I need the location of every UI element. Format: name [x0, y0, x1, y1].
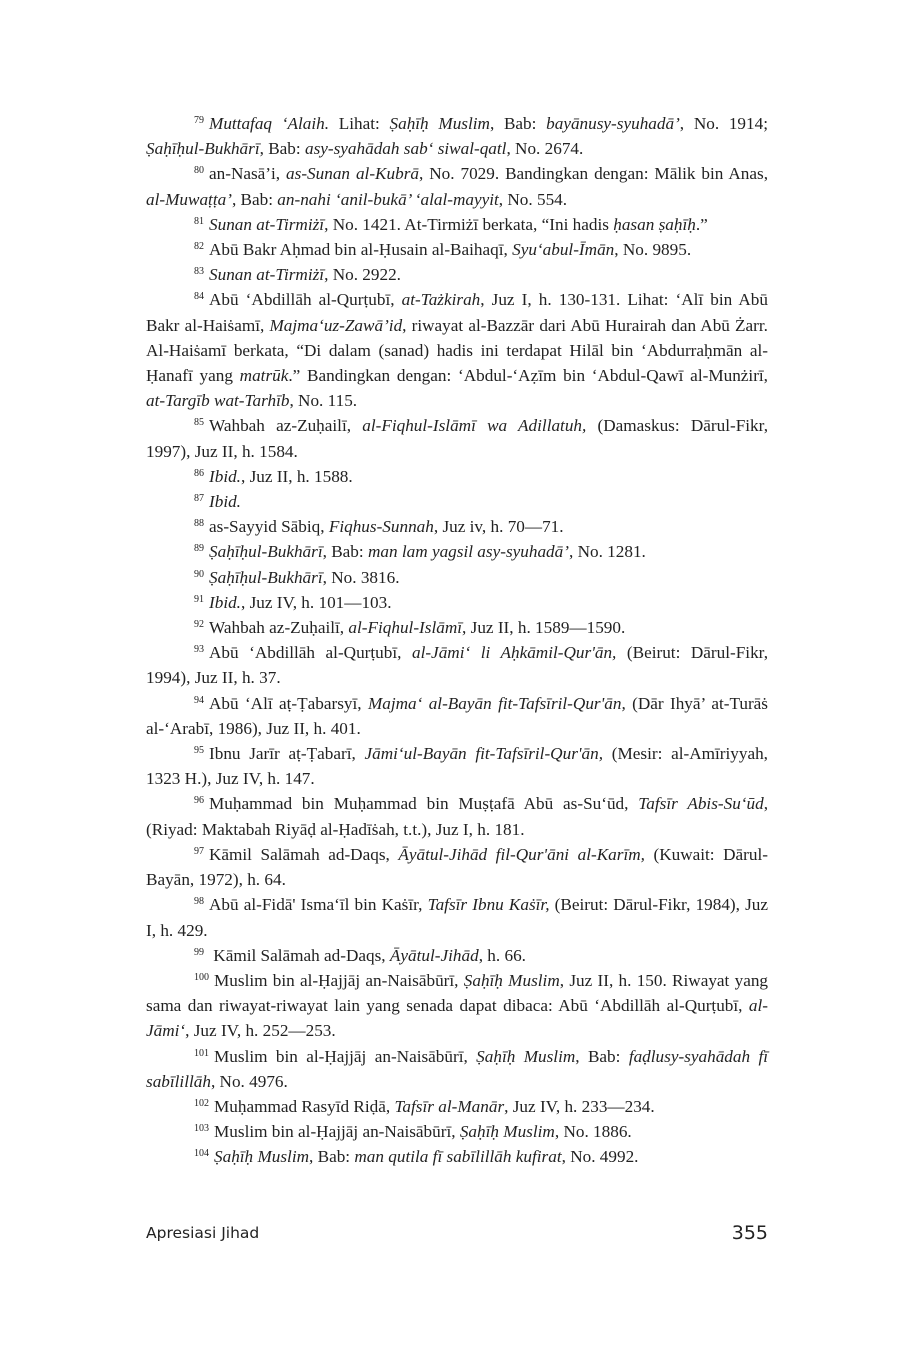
- footnote-text: (Dār Ihyā’ at-Turāṡ al-‘Arabī, 1986), Juz II, h. 401.: [146, 693, 768, 738]
- italic-title: faḍlusy-syahādah fī sabīlillāh: [146, 1046, 768, 1091]
- footnote-number: 97: [194, 845, 204, 857]
- italic-title: Muttafaq ‘Alaih.: [209, 114, 329, 133]
- footnote-text: , No. 4992.: [561, 1147, 639, 1167]
- footnote-text: (Beirut: Dārul-Fikr, 1984), Juz I, h. 429.: [146, 895, 768, 940]
- footnote-97: [146, 842, 768, 892]
- footnote-text: Abū ‘Alī aṭ-Ṭabarsyī,: [209, 693, 368, 713]
- footnote-text: Abū al-Fidā' Isma‘īl bin Kaṡīr,: [209, 895, 428, 915]
- italic-title: Ṣaḥīḥul-Bukhārī: [209, 542, 323, 562]
- footnote-number: 100: [194, 971, 209, 983]
- italic-title: as-Sunan al-Kubrā: [286, 164, 419, 184]
- footnote-text: , Juz II, h. 1588.: [240, 466, 353, 486]
- footnote-text: , No. 3816.: [322, 567, 400, 587]
- italic-title: asy-syahādah sab‘ siwal-qatl: [304, 139, 507, 159]
- footnote-text: , Juz IV, h. 252—253.: [185, 1021, 336, 1041]
- footnote-number: 80: [194, 165, 204, 177]
- footnote-number: 98: [194, 896, 204, 908]
- footnote-text: Muḥammad bin Muḥammad bin Muṣṭafā Abū as-Su‘ūd,: [209, 794, 639, 814]
- italic-title: Tafsīr al-Manār: [394, 1096, 505, 1116]
- footnote-text: Ibnu Jarīr aṭ-Ṭabarī,: [209, 744, 365, 764]
- italic-title: al-Muwaṭṭa’: [146, 189, 232, 209]
- footnote-82: [146, 237, 768, 262]
- italic-title: man lam yagsil asy-syuhadā’: [367, 542, 569, 562]
- italic-title: Majma‘ al-Bayān fit-Tafsīril-Qur'ān,: [367, 693, 626, 713]
- footnote-text: (Beirut: Dārul-Fikr, 1994), Juz II, h. 37.: [146, 643, 768, 688]
- footnote-103: [146, 1119, 768, 1144]
- footnote-text: an-Nasā’i,: [209, 164, 287, 184]
- footnote-number: 90: [194, 568, 204, 580]
- footnote-text: , Juz IV, h. 101—103.: [240, 592, 392, 612]
- italic-title: Tafsīr Abis-Su‘ūd: [638, 794, 764, 814]
- footnotes-list: [146, 111, 768, 1170]
- footnote-text: , No. 9895.: [614, 240, 692, 260]
- footnote-number: 87: [194, 493, 204, 505]
- footnote-number: 82: [194, 241, 204, 253]
- footnote-92: [146, 615, 768, 640]
- footnote-text: .”: [695, 214, 708, 234]
- footnote-number: 88: [194, 518, 204, 530]
- footnote-text: Lihat:: [329, 114, 390, 133]
- footnote-text: , Juz I, h. 130-131. Lihat: ‘Alī bin Abū Bakr al-Haiṡamī,: [146, 290, 768, 335]
- italic-title: Sunan at-Tirmiżī: [209, 214, 325, 234]
- footnote-text: Muslim bin al-Ḥajjāj an-Naisābūrī,: [214, 1046, 477, 1066]
- italic-title: Ṣaḥīḥul-Bukhārī: [146, 139, 260, 159]
- footnote-number: 96: [194, 795, 204, 807]
- footnote-102: [146, 1094, 768, 1119]
- italic-title: Majma‘uz-Zawā’id: [269, 315, 403, 335]
- footnote-text: (Kuwait: Dārul-Bayān, 1972), h. 64.: [146, 844, 768, 890]
- footnote-text: .” Bandingkan dengan: ‘Abdul-‘Aẓīm bin ‘Abdul-Qawī al-Munżirī,: [288, 366, 768, 386]
- footnote-83: [146, 262, 768, 287]
- footnote-number: 102: [194, 1097, 209, 1109]
- italic-title: al-Jāmi‘: [146, 996, 768, 1041]
- footnote-number: 92: [194, 619, 204, 631]
- footnote-85: [146, 413, 768, 463]
- italic-title: an-nahi ‘anil-bukā’ ‘alal-mayyit: [277, 189, 499, 209]
- footnote-number: 81: [194, 215, 204, 227]
- footnote-89: [146, 539, 768, 564]
- footnote-text: , No. 1914;: [679, 114, 768, 133]
- footnote-text: , No. 1421. At-Tirmiżī berkata, “Ini hadis: [324, 214, 614, 234]
- footnote-text: , Bab:: [489, 114, 547, 133]
- italic-title: Ṣaḥīḥ Muslim: [459, 1122, 555, 1142]
- italic-title: Ṣaḥīḥul-Bukhārī: [209, 567, 323, 587]
- footnote-87: [146, 489, 768, 514]
- footnote-number: 103: [194, 1123, 209, 1135]
- page-footer: [146, 1222, 768, 1252]
- italic-title: Tafsīr Ibnu Kaṡīr,: [427, 895, 550, 915]
- footnote-number: 83: [194, 266, 204, 278]
- footnote-number: 85: [194, 417, 204, 429]
- footnote-number: 86: [194, 467, 204, 479]
- footnote-text: , h. 66.: [478, 945, 526, 965]
- footnote-96: [146, 791, 768, 841]
- italic-title: matrūk: [239, 366, 289, 386]
- footnote-number: 95: [194, 745, 204, 757]
- page-number: 355: [731, 1222, 768, 1244]
- footnote-text: Abū ‘Abdillāh al-Qurṭubī,: [209, 643, 412, 663]
- footnote-text: , Bab:: [231, 189, 278, 209]
- footnote-text: Muslim bin al-Ḥajjāj an-Naisābūrī,: [214, 1122, 460, 1142]
- footnote-text: , Juz II, h. 1589—1590.: [462, 618, 626, 638]
- footnote-number: 101: [194, 1047, 209, 1059]
- italic-title: Ṣaḥīḥ Muslim: [214, 1147, 310, 1167]
- footnote-text: , Bab:: [322, 542, 368, 562]
- italic-title: Ibid.: [209, 592, 241, 612]
- footnote-number: 89: [194, 543, 204, 555]
- footnote-text: , No. 554.: [498, 189, 568, 209]
- footnote-text: (Mesir: al-Amīriyyah, 1323 H.), Juz IV, h. 147.: [146, 744, 768, 789]
- running-title: Apresiasi Jihad: [146, 1224, 260, 1242]
- footnote-text: , Bab:: [309, 1147, 355, 1167]
- footnote-text: Wahbah az-Zuḥailī,: [209, 416, 363, 436]
- footnote-text: , No. 7029. Bandingkan dengan: Mālik bin Anas,: [419, 164, 768, 184]
- footnote-text: Abū Bakr Aḥmad bin al-Ḥusain al-Baihaqī,: [209, 240, 513, 260]
- italic-title: Sunan at-Tirmiżī: [209, 265, 325, 285]
- footnote-100: [146, 968, 768, 1044]
- italic-title: al-Fiqhul-Islāmī wa Adillatuh,: [362, 416, 587, 436]
- italic-title: Ṣaḥīḥ Muslim: [463, 970, 560, 990]
- italic-title: Āyātul-Jihād fil-Qur'āni al-Karīm,: [398, 844, 645, 864]
- footnote-text: , No. 2922.: [324, 265, 401, 285]
- footnote-91: [146, 590, 768, 615]
- footnote-104: [146, 1144, 768, 1169]
- italic-title: Syu‘abul-Īmān: [512, 240, 615, 260]
- footnote-number: 91: [194, 593, 204, 605]
- footnote-79: [146, 111, 768, 161]
- italic-title: Ibid.: [209, 492, 241, 512]
- footnote-81: [146, 212, 768, 237]
- italic-title: Fiqhus-Sunnah: [328, 517, 434, 537]
- footnote-text: as-Sayyid Sābiq,: [209, 517, 329, 537]
- footnote-86: [146, 464, 768, 489]
- footnote-84: [146, 287, 768, 413]
- italic-title: Ṣaḥīḥ Muslim: [389, 114, 490, 133]
- italic-title: at-Tażkirah: [401, 290, 481, 310]
- footnote-text: Muslim bin al-Ḥajjāj an-Naisābūrī,: [214, 970, 464, 990]
- footnote-90: [146, 565, 768, 590]
- italic-title: Jāmi‘ul-Bayān fit-Tafsīril-Qur'ān,: [364, 744, 604, 764]
- italic-title: ḥasan ṣaḥīḥ: [613, 214, 696, 234]
- footnote-text: , Juz iv, h. 70—71.: [433, 517, 564, 537]
- footnote-98: [146, 892, 768, 942]
- footnote-80: [146, 161, 768, 211]
- italic-title: Āyātul-Jihād: [389, 945, 479, 965]
- italic-title: man qutila fī sabīlillāh kufirat: [354, 1147, 562, 1167]
- footnote-text: , No. 115.: [289, 391, 358, 411]
- italic-title: bayānusy-syuhadā’: [546, 114, 680, 133]
- footnote-88: [146, 514, 768, 539]
- footnote-text: , Bab:: [259, 139, 305, 159]
- footnote-text: , No. 1281.: [568, 542, 646, 562]
- footnote-number: 84: [194, 291, 204, 303]
- footnote-text: Kāmil Salāmah ad-Daqs,: [209, 844, 399, 864]
- italic-title: al-Jāmi‘ li Aḥkāmil-Qur'ān,: [411, 643, 617, 663]
- footnote-text: Wahbah az-Zuḥailī,: [209, 618, 349, 638]
- footnote-text: , Juz IV, h. 233—234.: [504, 1096, 655, 1116]
- footnote-text: , No. 2674.: [506, 139, 584, 159]
- italic-title: Ṣaḥīḥ Muslim: [476, 1046, 576, 1066]
- footnote-number: 104: [194, 1148, 209, 1160]
- footnote-text: Abū ‘Abdillāh al-Qurṭubī,: [209, 290, 402, 310]
- footnote-101: [146, 1044, 768, 1094]
- footnote-text: , (Riyad: Maktabah Riyāḍ al-Ḥadīṡah, t.t.), Juz I, h. 181.: [146, 794, 769, 839]
- footnote-number: 94: [194, 694, 204, 706]
- footnote-number: 79: [194, 115, 204, 126]
- footnote-94: [146, 691, 768, 741]
- footnote-95: [146, 741, 768, 791]
- footnote-text: , riwayat al-Bazzār dari Abū Hurairah dan Abū Żarr. Al-Haiṡamī berkata, “Di dalam (sanad) hadis ini terdapat Hilāl bin ‘Abdurraḥmān al-Ḥanafī yang: [146, 315, 768, 386]
- footnote-text: , Bab:: [575, 1046, 629, 1066]
- footnote-99: [146, 943, 768, 968]
- footnote-number: 99: [194, 946, 204, 958]
- footnote-number: 93: [194, 644, 204, 656]
- italic-title: al-Fiqhul-Islāmī: [348, 618, 463, 638]
- footnote-text: Kāmil Salāmah ad-Daqs,: [209, 945, 390, 965]
- footnote-text: , No. 4976.: [210, 1071, 288, 1091]
- footnote-93: [146, 640, 768, 690]
- italic-title: at-Targīb wat-Tarhīb: [146, 391, 290, 411]
- footnote-text: , No. 1886.: [554, 1122, 632, 1142]
- italic-title: Ibid.: [209, 466, 241, 486]
- footnote-text: Muḥammad Rasyīd Riḍā,: [214, 1096, 395, 1116]
- footnote-text: (Damaskus: Dārul-Fikr, 1997), Juz II, h. 1584.: [146, 416, 768, 461]
- footnote-text: , Juz II, h. 150. Riwayat yang sama dan riwayat-riwayat lain yang senada dapat dibaca: Abū ‘Abdillāh al-Qurṭubī,: [146, 970, 769, 1016]
